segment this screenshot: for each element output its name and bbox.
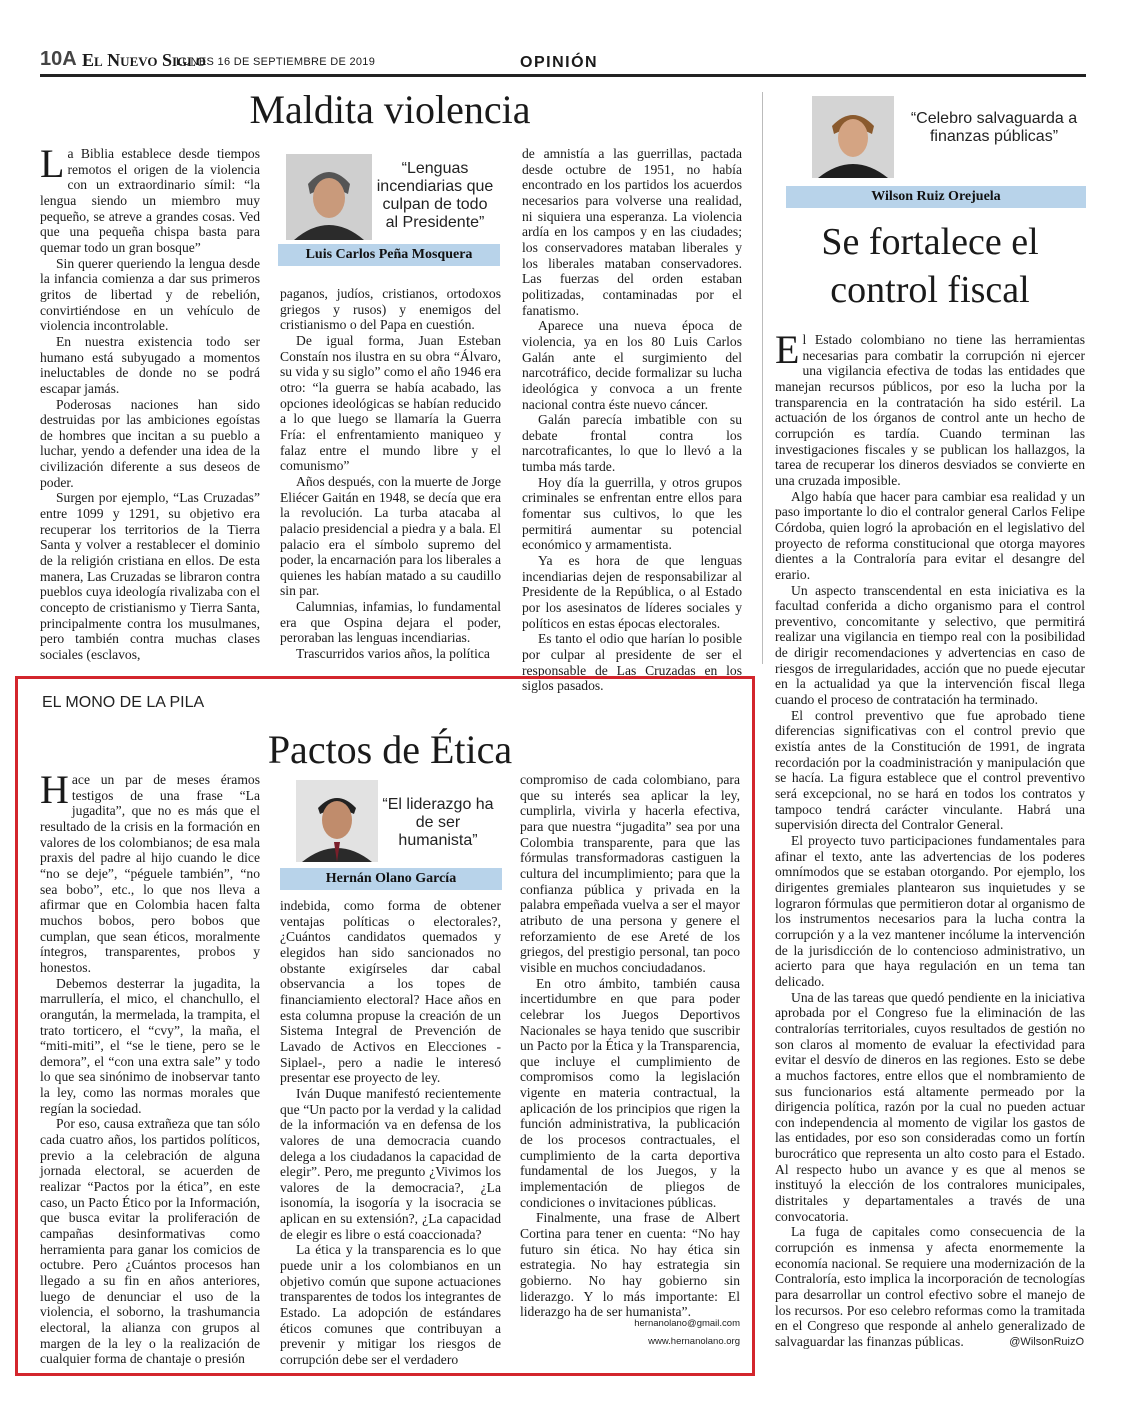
pull-quote: “El liderazgo ha de ser humanista” [382,796,494,849]
paragraph: En otro ámbito, también causa incertidumbre en que para poder celebrar los Juegos Deportivos Nacionales se haya tenido que suscribir un Pacto por la Ética y la Transparencia, que incluye el cumplimiento de compromisos como la legislación vigente en materia contractual, la aplicación de los principios que rigen la función administrativa, la publicación de los procesos contractuales, el cumplimiento de la carta deportiva fundamental de los Juegos, y la implementación de pliegos de condiciones o invitaciones públicas. [520,975,740,1210]
person-icon [812,96,894,178]
paragraph: compromiso de cada colombiano, para que su interés sea aplicar la ley, cumplirla, vivirla y hacerla efectiva, para que nuestra “jugadita” sea por una Colombia transparente, para que las fórmulas transformadoras castiguen la cultura del incumplimiento; para que la confianza pública y privada en la palabra empeñada vuelva a ser el mayor atributo de una persona y genere el reforzamiento de ese Areté de los griegos, del prestigio personal, tan poco visible en muchos conciudadanos. [520,772,740,975]
paragraph: Aparece una nueva época de violencia, ya en los 80 Luis Carlos Galán ante el surgimiento del narcotráfico, decide formalizar su lucha ideológica y convoca a un frente nacional contra éste nuevo cáncer. [522,318,742,412]
paragraph: Ya es hora de que lenguas incendiarias dejen de responsabilizar al Presidente de la República, o al Estado por los asesinatos de líderes sociales y políticos en estas épocas electorales. [522,553,742,631]
dropcap: L [40,141,65,186]
article-column-3 [520,772,740,1320]
article-column-1 [40,767,260,1367]
dropcap: E [775,327,800,372]
paragraph: de amnistía a las guerrillas, pactada desde octubre de 1951, no había encontrado en los partidos los acuerdos necesarios para volverse una realidad, ni siquiera una esperanza. La violencia ardía en los campos y en las ciudades; los conservadores mataban liberales y los liberales mataban conservadores. Las fuerzas del orden estaban politizadas, contaminadas por el fanatismo. [522,146,742,318]
author-name: Hernán Olano García [280,868,502,890]
author-photo [812,96,894,178]
paragraph: paganos, judíos, cristianos, ortodoxos griegos y rusos) y enemigos del cristianismo o del Papa en cuestión. [280,286,501,333]
paragraph: Calumnias, infamias, lo fundamental era que Ospina dejara el poder, peroraban las lenguas incendiarias. [280,599,501,646]
person-icon [296,780,378,862]
paragraph: ace un par de meses éramos testigos de una frase “La jugadita”, que no es más que el resultado de la crisis en la formación en valores de los colombianos; de esa mala praxis del padre al hijo cuando le dice “no se deje”, “péguele también”, “no sea bobo”, etc., lo que nos lleva a afirmar que en Colombia hacen falta muchos bobos, pero bobos que cumplan, que sean éticos, moralmente íntegros, transparentes, probos y honestos. [40,772,260,975]
paragraph: a Biblia establece desde tiempos remotos el origen de la violencia con un extraordinario símil: “la lengua siendo un miembro muy pequeño, se atreve a grandes cosas. Ved que una pequeña chispa basta para quemar todo un gran bosque” [40,146,260,255]
author-name: Luis Carlos Peña Mosquera [278,244,500,266]
paragraph: Es tanto el odio que harían lo posible por culpar al presidente de ser el responsable de Las Cruzadas en los siglos pasados. [522,631,742,694]
article-column-2 [280,286,501,661]
column-kicker: EL MONO DE LA PILA [42,694,205,711]
paragraph: El proyecto tuvo participaciones fundamentales para afinar el texto, ante las advertencias de los poderes omnímodos que se estaban otorgando. Por ejemplo, los dirigentes gremiales plantearon sus inquietudes y se lograron fórmulas que permitieron dotar al organismo de los instrumentos necesarios para la lucha contra la corrupción y a la vez mantener incólume la intervención de la jurisdicción de lo contencioso administrativo, un acierto para que haya regulación en un tema tan delicado. [775,833,1085,989]
paragraph: La fuga de capitales como consecuencia de la corrupción es inmensa y afecta enormemente la economía nacional. Se requiere una modernización de la Contraloría, esto implica la incorporación de tecnologías para desarrollar un control efectivo sobre el manejo de los recursos. Por eso celebro reformas como la tramitada en el Congreso que responde al anhelo generalizado de salvaguardar las finanzas públicas. [775,1224,1085,1349]
article-title: Pactos de Ética [267,727,513,772]
paragraph: Por eso, causa extrañeza que tan sólo cada cuatro años, los partidos políticos, previo a la celebración de alguna jornada electoral, se acuerden de realizar “Pactos por la ética”, en este caso, un Pacto Ético por la Información, que busca evitar la proliferación de campañas desinformativas como herramienta para ganar los comicios de octubre. Pero ¿Cuántos procesos han llegado a su fin en años anteriores, luego de denunciar el uso de la violencia, el soborno, la trashumancia electoral, la alianza con grupos al margen de la ley o la realización de cualquier forma de chantaje o presión [40,1116,260,1367]
article-column-3 [522,146,742,694]
issue-date: LUNES 16 DE SEPTIEMBRE DE 2019 [176,56,376,68]
pull-quote: “Celebro salvaguarda a finanzas públicas” [910,110,1078,145]
paragraph: En nuestra existencia todo ser humano está subyugado a momentos ineluctables de donde no se podrá escapar jamás. [40,333,260,396]
paragraph: Debemos desterrar la jugadita, la marrullería, el mico, el chanchullo, el orangután, la mermelada, la trampita, el trato torticero, el “cvy”, la maña, el “miti-miti”, el “se le tiene, pero se le demora”, el “con una extra sale” y todo lo que sea sinónimo de inobservar tanto la ley, como las normas morales que regían la sociedad. [40,975,260,1116]
paragraph: Una de las tareas que quedó pendiente en la iniciativa aprobada por el Congreso fue la eliminación de las contralorías territoriales, cuyos resultados de gestión no son claros al momento de evaluar la efectividad para evitar el desvío de dineros en las regiones. Esto se debe a muchos factores, entre ellos que el nombramiento de sus funcionarios está altamente permeado por la dirigencia política, razón por la cual no pueden actuar con independencia al momento de vigilar los gastos de las entidades, por eso son consideradas como un fortín burocrático que representa un alto costo para el Estado. Al respecto hubo un avance y es que al menos se instituyó la elección de los contralores municipales, distritales y departamentales a través de una convocatoria. [775,989,1085,1224]
column-divider [762,92,763,664]
paragraph: Trascurridos varios años, la política [296,646,490,662]
author-website[interactable]: www.hernanolano.org [648,1336,740,1347]
author-photo [296,780,378,862]
author-box [786,92,1086,210]
author-name: Wilson Ruiz Orejuela [786,186,1086,208]
dropcap: H [40,767,69,812]
paragraph: l Estado colombiano no tiene las herramientas necesarias para combatir la corrupción ni ejercer una vigilancia efectiva de todas las entidades que manejan recursos públicos, por eso la lucha por la transparencia en la contratación ha sido estéril. La actuación de los órganos de control ante un hecho de corrupción es tardía. Cuando terminan las investigaciones fiscales y se publican los hallazgos, la tarea de recuperar los dineros desviados se convierte en una cruzada imposible. [775,332,1085,488]
author-email[interactable]: hernanolano@gmail.com [634,1318,740,1329]
paragraph: Poderosas naciones han sido destruidas por las ambiciones egoístas de hombres que incitan a su pueblo a luchar, yendo a defender una idea de la civilización diferente a sus deseos de poder. [40,396,260,490]
article-column-1 [40,141,260,662]
paragraph: Sin querer queriendo la lengua desde la infancia comienza a dar sus primeros gritos de libertad y de rebelión, convirtiéndose en un vehículo de violencia incontrolable. [40,255,260,334]
title-line: Se fortalece el [821,221,1039,263]
article-column-2 [280,898,501,1368]
paragraph: Finalmente, una frase de Albert Cortina para tener en cuenta: “No hay futuro sin ética. No hay ética sin estrategia. No hay estrategia sin gobierno. No hay gobierno sin liderazgo. Y lo más importante: El liderazgo ha de ser humanista”. [520,1210,740,1320]
author-handle: @WilsonRuizO [1009,1336,1084,1348]
author-box [280,778,502,893]
section-name: OPINIÓN [520,54,599,71]
header-rule [40,74,1086,77]
paragraph: Años después, con la muerte de Jorge Eliécer Gaitán en 1948, se decía que era la revolución. La turba atacaba al palacio presidencial a piedra y a bala. El palacio era el símbolo supremo del poder, la encarnación para los liberales a quienes les habían matado a su caudillo sin par. [280,473,501,599]
paragraph: Galán parecía imbatible con su debate frontal contra los narcotraficantes, lo que lo llevó a la tumba más tarde. [522,412,742,475]
paragraph: Un aspecto transcendental en esta iniciativa es la facultad conferida a dicho organismo para el control preventivo, concomitante y selectivo, que permitirá realizar una vigilancia en tiempo real con la posibilidad de dirigir recomendaciones y advertencias en caso de riesgos de irregularidades, acción que no puede ejecutar en la actualidad ya que la intervención fiscal llega cuando el proceso de contratación ha terminado. [775,582,1085,708]
pull-quote: “Lenguas incendiarias que culpan de todo al Presidente” [376,160,494,231]
article-title: Maldita violencia [249,87,531,132]
paragraph: La ética y la transparencia es lo que puede unir a los colombianos en un objetivo común que supone actuaciones transparentes de todos los integrantes de Estado. La adopción de estándares éticos comunes que contribuyan a prevenir y mitigar los riesgos de corrupción debe ser el verdadero [280,1242,501,1368]
newspaper-name: El Nuevo Siglo [82,50,206,70]
paragraph: indebida, como forma de obtener ventajas políticas o electorales?, ¿Cuántos candidatos quemados y elegidos han sido sancionados no obstante exigírseles dar cabal observancia a los topes de financiamiento electoral? Hace años en esta columna propuse la creación de un Sistema Integral de Prevención de Lavado de Activos en Elecciones -Siplael-, pero a nadie le interesó presentar ese proyecto de ley. [280,898,501,1086]
paragraph: Hoy día la guerrilla, y otros grupos criminales se enfrentan entre ellos para fomentar sus cultivos, lo que les permitirá aumentar su potencial económico y armamentista. [522,474,742,553]
author-photo [286,154,372,240]
person-icon [286,154,372,240]
author-box [278,150,500,272]
paragraph: De igual forma, Juan Esteban Constaín nos ilustra en su obra “Álvaro, su vida y su siglo” como el año 1946 era otro: “la guerra se había acabado, las opciones ideológicas se habían reducido a lo que luego se llamaría la Guerra Fría: el enfrentamiento maniqueo y falaz entre el mundo libre y el comunismo” [280,332,501,474]
paragraph: Surgen por ejemplo, “Las Cruzadas” entre 1099 y 1291, su objetivo era recuperar los territorios de la Tierra Santa y volver a restablecer el dominio de la religión cristiana en ellos. De esta manera, Las Cruzadas se libraron contra pueblos cuya ideología rivalizaba con el concepto de cristianismo y Tierra Santa, principalmente contra los musulmanes, pero también contra muchas clases sociales (esclavos, [40,490,260,662]
paragraph: El control preventivo que fue aprobado tiene diferencias significativas con el control previo que existía antes de la Constitución de 1991, de ingrata recordación por la coadministración y manipulación que se hacía. La figura establece que el control preventivo será excepcional, no se hará en todos los contratos y tampoco tendrá carácter vinculante. Habrá una supervisión directa del Contralor General. [775,707,1085,833]
article-title [780,218,1080,314]
paragraph: Iván Duque manifestó recientemente que “Un pacto por la verdad y la calidad de la información va en defensa de los valores de una democracia cuando delega a los ciudadanos la capacidad de elegir”. Pero, me pregunto ¿Vivimos los valores de la democracia?, ¿La isonomía, la isogoría y la isocracia se aplican en su extensión?, ¿La capacidad de elegir es libre o está coaccionada? [280,1085,501,1242]
paragraph: Algo había que hacer para cambiar esa realidad y un paso importante lo dio el contralor general Carlos Felipe Córdoba, quien logró la aprobación en el legislativo del proyecto de reforma constitucional que otorga mayores dientes a la Contraloría para evitar el desangre del erario. [775,488,1085,582]
page-number: 10A [40,48,77,70]
title-line: control fiscal [830,269,1030,311]
